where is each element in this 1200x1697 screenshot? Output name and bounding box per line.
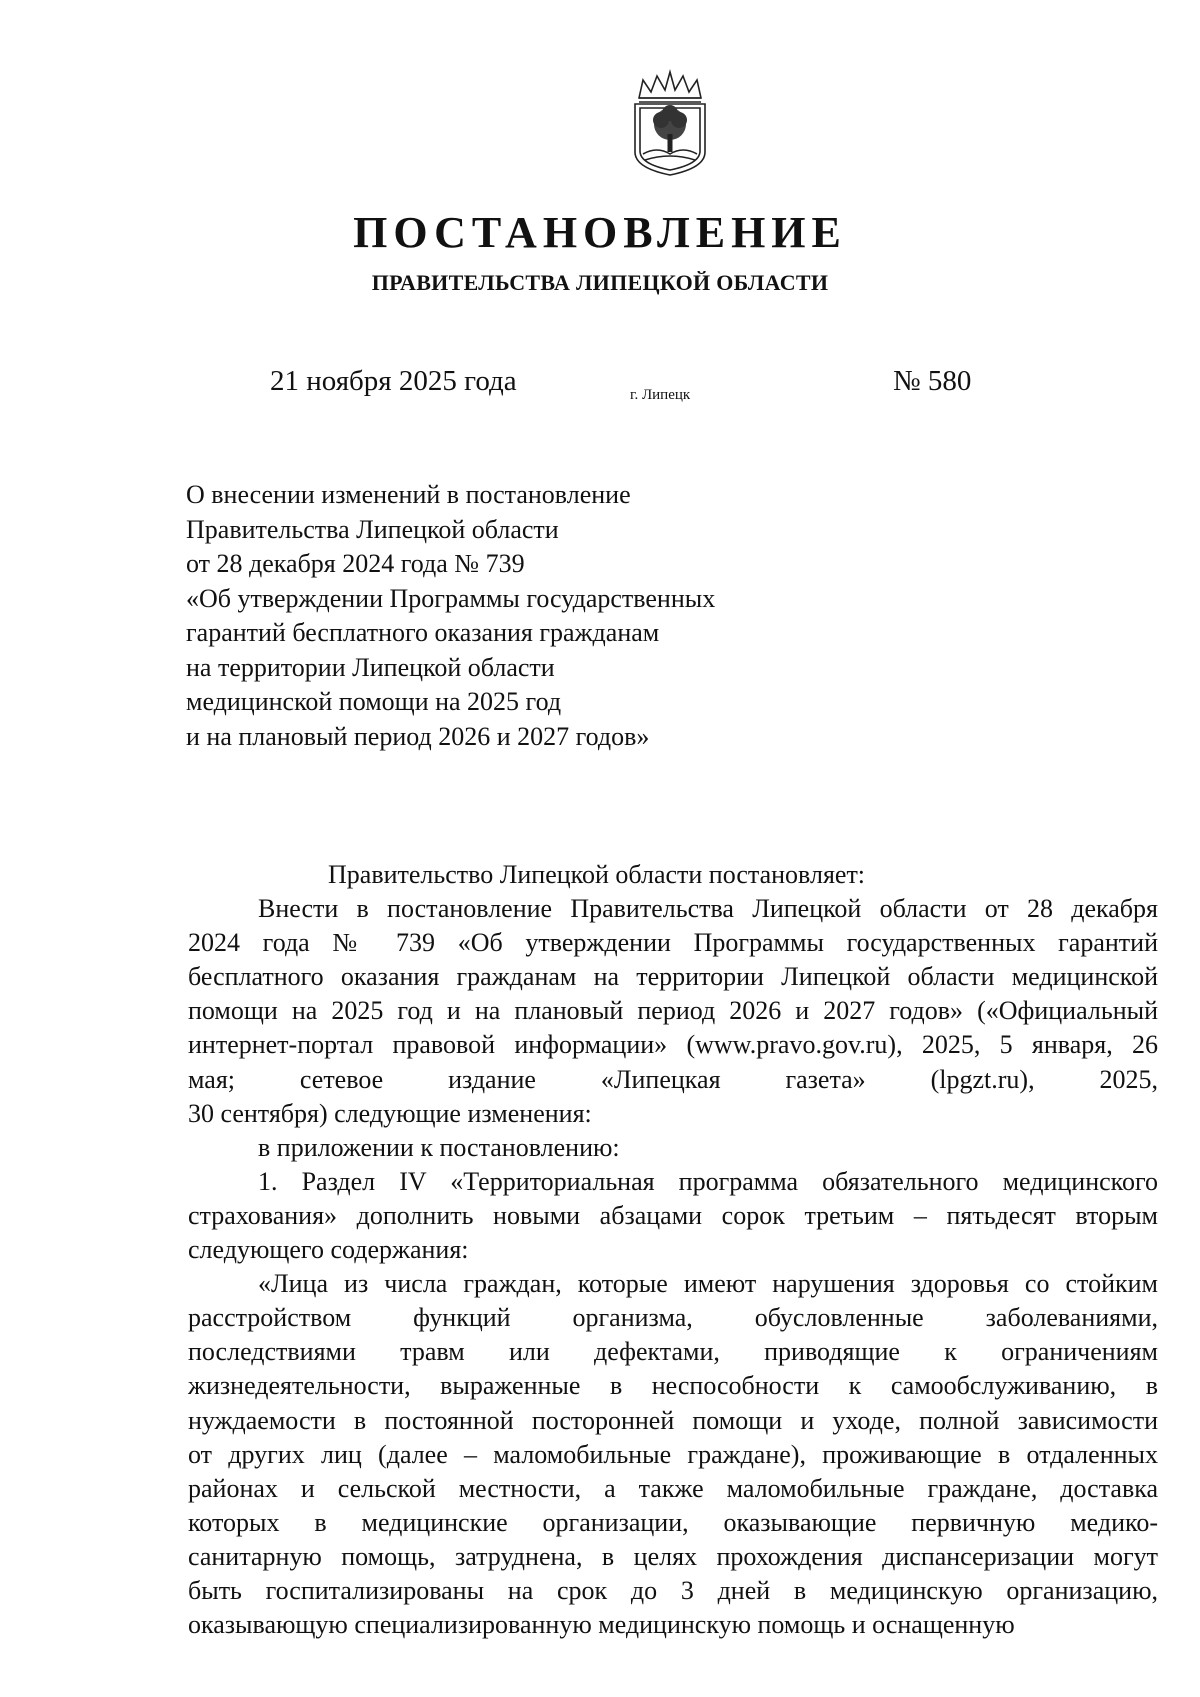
body-line: интернет-портал правовой информации» (www.pravo.gov.ru), 2025, 5 января, 26 [188, 1030, 1158, 1060]
document-number: № 580 [893, 365, 972, 397]
document-caption [186, 478, 826, 754]
document-title: ПОСТАНОВЛЕНИЕ [353, 208, 847, 257]
body-line: «Лица из числа граждан, которые имеют нарушения здоровья со стойким [258, 1269, 1158, 1299]
body-line: которых в медицинские организации, оказывающие первичную медико- [188, 1507, 1158, 1537]
body-line: районах и сельской местности, а также маломобильные граждане, доставка [188, 1473, 1158, 1503]
body-line: расстройством функций организма, обусловленные заболеваниями, [188, 1303, 1158, 1333]
caption-line: от 28 декабря 2024 года № 739 [186, 549, 525, 578]
document-city: г. Липецк [630, 387, 691, 403]
body-line: Правительство Липецкой области постановляет: [328, 860, 866, 889]
document-date: 21 ноября 2025 года [270, 365, 517, 397]
body-line: быть госпитализированы на срок до 3 дней в медицинскую организацию, [188, 1575, 1158, 1605]
caption-line: и на плановый период 2026 и 2027 годов» [186, 721, 650, 751]
document-body [188, 858, 1158, 1642]
caption-line: на территории Липецкой области [186, 652, 555, 682]
body-line: нуждаемости в постоянной посторонней помощи и уходе, полной зависимости [188, 1405, 1158, 1435]
body-line: Внести в постановление Правительства Липецкой области от 28 декабря [258, 894, 1158, 924]
body-line: следующего содержания: [188, 1235, 469, 1265]
body-line: помощи на 2025 год и на плановый период 2026 и 2027 годов» («Официальный [188, 996, 1158, 1026]
caption-line: О внесении изменений в постановление [186, 480, 631, 509]
body-line: санитарную помощь, затруднена, в целях прохождения диспансеризации могут [188, 1541, 1158, 1571]
body-line: последствиями травм или дефектами, приводящие к ограничениям [188, 1337, 1158, 1367]
body-line: 1. Раздел IV «Территориальная программа обязательного медицинского [258, 1166, 1158, 1196]
caption-line: Правительства Липецкой области [186, 514, 559, 544]
document-subtitle: ПРАВИТЕЛЬСТВА ЛИПЕЦКОЙ ОБЛАСТИ [371, 270, 829, 295]
body-line: страхования» дополнить новыми абзацами сорок третьим – пятьдесят вторым [188, 1200, 1158, 1230]
caption-line: гарантий бесплатного оказания гражданам [186, 618, 660, 647]
caption-line: медицинской помощи на 2025 год [186, 687, 562, 716]
body-line: в приложении к постановлению: [258, 1132, 620, 1162]
body-line: от других лиц (далее – маломобильные граждане), проживающие в отдаленных [188, 1439, 1158, 1469]
body-line: оказывающую специализированную медицинскую помощь и оснащенную [188, 1610, 1015, 1640]
body-line: мая; сетевое издание «Липецкая газета» (lpgzt.ru), 2025, [188, 1064, 1158, 1094]
body-line: 2024 года № 739 «Об утверждении Программы государственных гарантий [188, 928, 1158, 958]
body-line: жизнедеятельности, выраженные в неспособности к самообслуживанию, в [188, 1371, 1158, 1401]
caption-line: «Об утверждении Программы государственных [186, 583, 716, 613]
body-line: 30 сентября) следующие изменения: [188, 1098, 592, 1128]
lipetsk-coat-of-arms-icon [625, 68, 715, 178]
body-line: бесплатного оказания гражданам на территории Липецкой области медицинской [188, 962, 1158, 992]
